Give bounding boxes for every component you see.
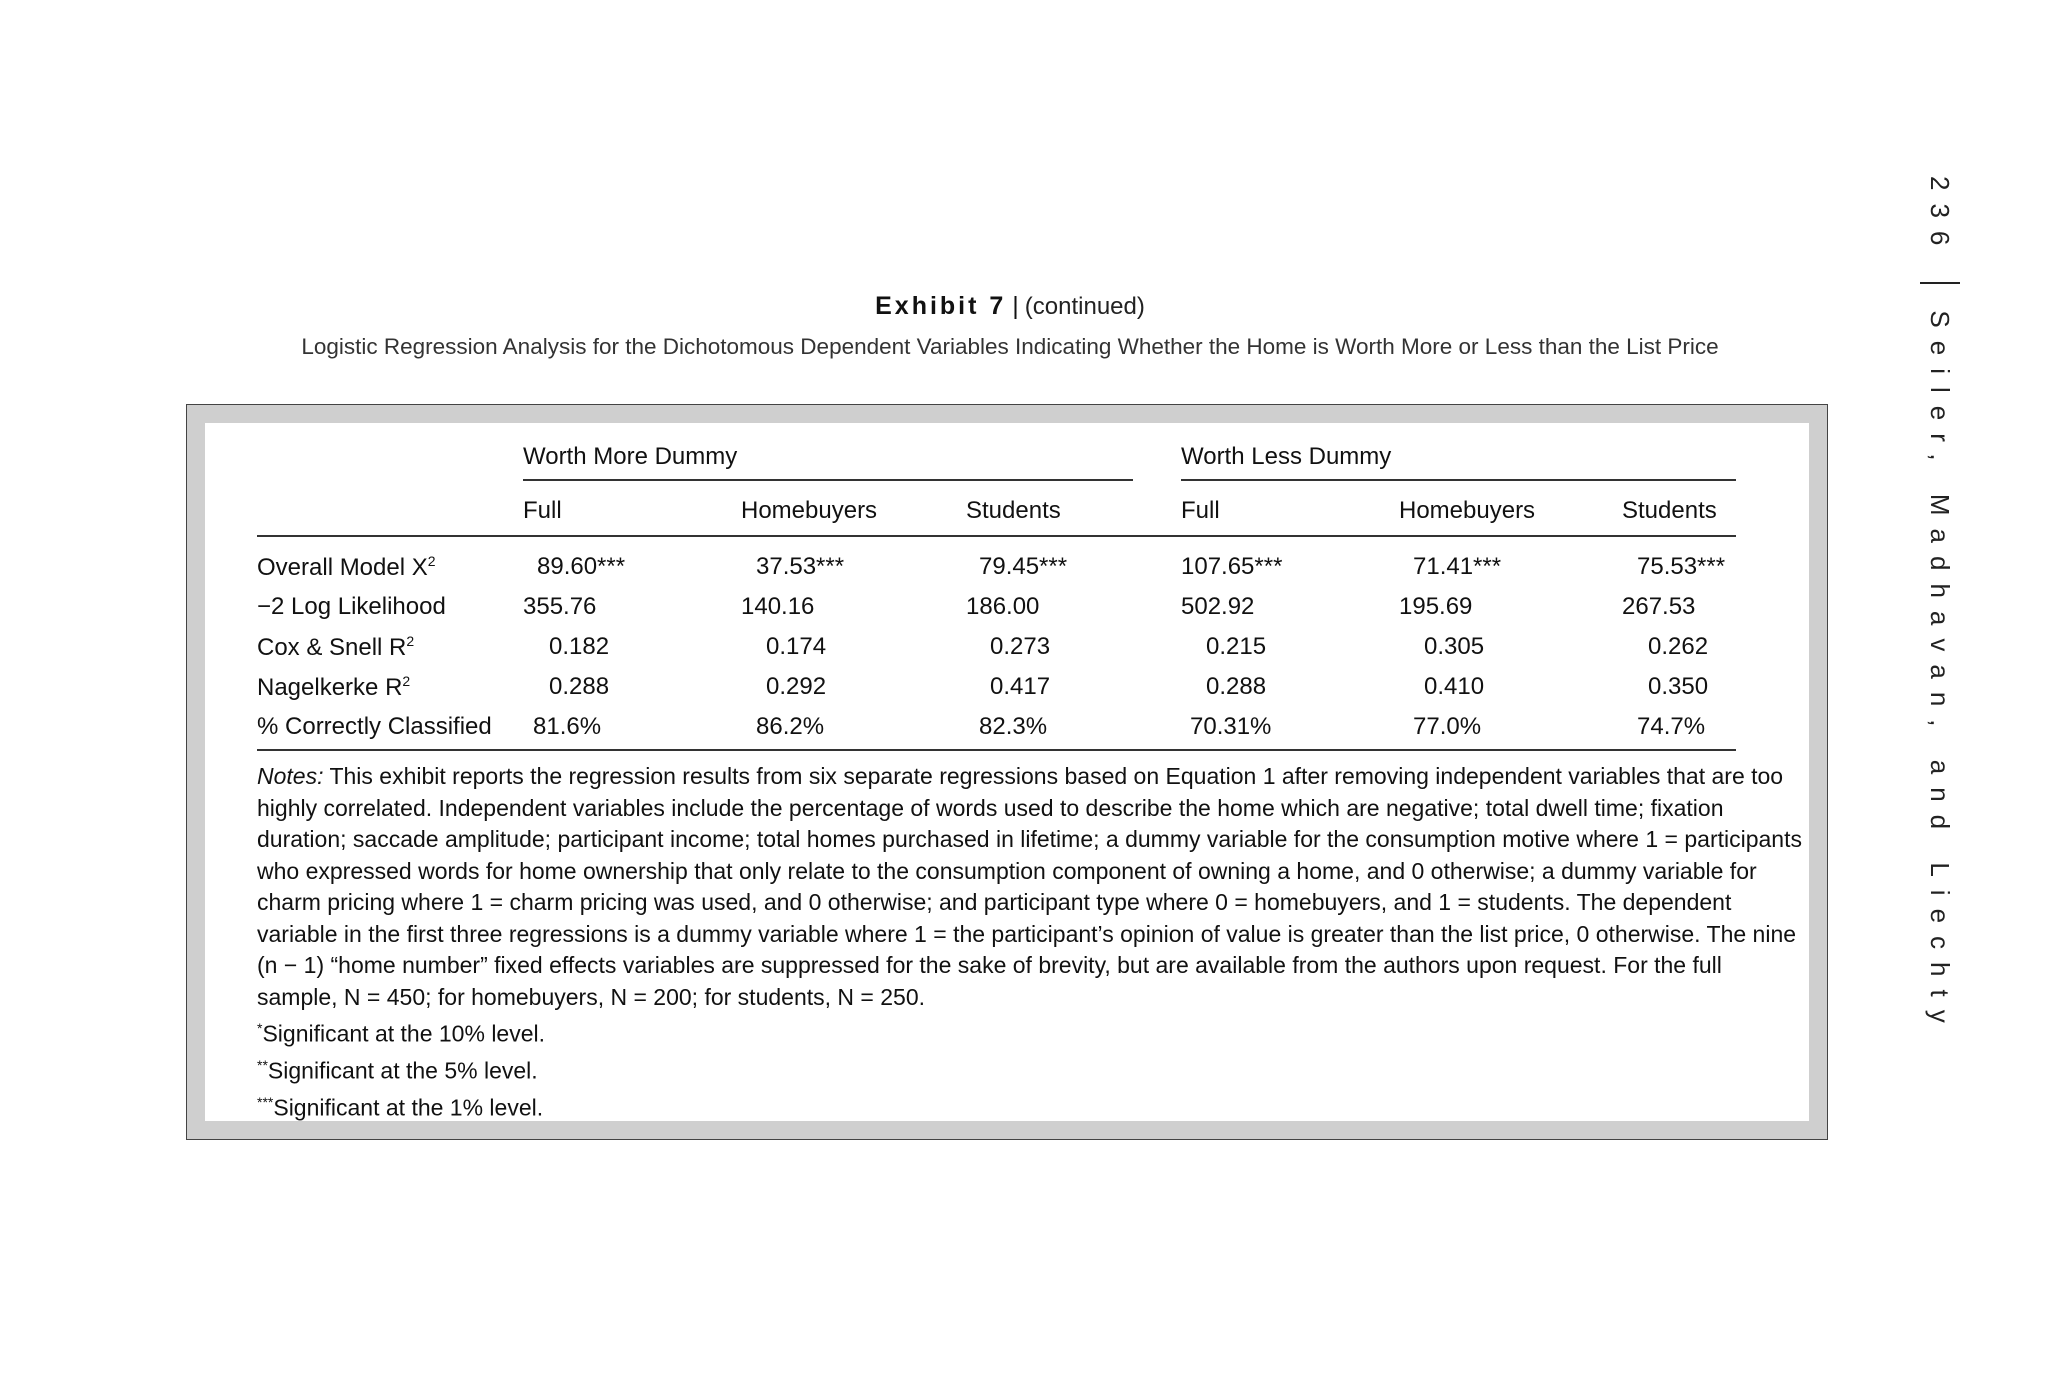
table-cell: 0.417: [990, 673, 1051, 700]
title-separator: |: [1012, 292, 1019, 320]
table-cell: 0.174: [766, 633, 827, 660]
table-notes: [257, 761, 1805, 1124]
row-label: Cox & Snell $R^2$: [257, 633, 415, 661]
running-header: [1900, 176, 1960, 1036]
notes-label: Notes:: [257, 763, 324, 789]
table-cell: 0.350: [1648, 673, 1709, 700]
table-cell: 0.273: [990, 633, 1051, 660]
table-cell: 74.7%: [1637, 713, 1706, 740]
group-header-worth-more: Worth More Dummy: [523, 443, 738, 470]
table-cell: 502.92: [1181, 593, 1255, 620]
table-cell: 0.288: [549, 673, 610, 700]
table-cell: 79.45***: [979, 553, 1068, 580]
group-rule-worth-less: [1181, 479, 1736, 481]
table-cell: 186.00: [966, 593, 1040, 620]
table-cell: 195.69: [1399, 593, 1473, 620]
author-names: Seiler, Madhavan, and Liechty: [1925, 310, 1956, 1036]
group-rule-worth-more: [523, 479, 1133, 481]
exhibit-table: [205, 423, 1809, 1121]
continued-label: (continued): [1024, 293, 1145, 320]
table-cell: 81.6%: [533, 713, 602, 740]
significance-note: ***Significant at the 1% level.: [257, 1094, 544, 1121]
table-cell: 0.182: [549, 633, 610, 660]
table-cell: 0.305: [1424, 633, 1485, 660]
table-cell: 267.53: [1622, 593, 1696, 620]
table-cell: 37.53***: [756, 553, 845, 580]
header-divider: [1920, 282, 1960, 284]
table-cell: 77.0%: [1413, 713, 1482, 740]
page-number: 236: [1925, 176, 1956, 259]
exhibit-subtitle: Logistic Regression Analysis for the Dichotomous Dependent Variables Indicating Whether the Home is Worth More or Less than the List Price: [301, 334, 1719, 359]
column-header-students: Students: [1622, 497, 1717, 524]
table-cell: 0.410: [1424, 673, 1485, 700]
column-header-students: Students: [966, 497, 1061, 524]
row-label: Nagelkerke $R^2$: [257, 673, 411, 701]
table-cell: 0.292: [766, 673, 827, 700]
table-cell: 89.60***: [537, 553, 626, 580]
group-header-worth-less: Worth Less Dummy: [1181, 443, 1392, 470]
table-cell: 355.76: [523, 593, 597, 620]
significance-note: **Significant at the 5% level.: [257, 1057, 538, 1084]
bottom-rule: [257, 749, 1736, 751]
row-label: −2 Log Likelihood: [257, 593, 446, 620]
table-cell: 140.16: [741, 593, 815, 620]
significance-note: *Significant at the 10% level.: [257, 1020, 546, 1047]
table-cell: 75.53***: [1637, 553, 1726, 580]
row-label: % Correctly Classified: [257, 713, 492, 740]
column-header-homebuyers: Homebuyers: [1399, 497, 1536, 524]
column-header-full: Full: [1181, 497, 1220, 524]
row-label: Overall Model $X^2$: [257, 553, 436, 581]
header-rule: [257, 535, 1736, 537]
table-cell: 82.3%: [979, 713, 1048, 740]
table-cell: 0.262: [1648, 633, 1709, 660]
exhibit-title: [0, 292, 2020, 321]
column-header-full: Full: [523, 497, 562, 524]
exhibit-frame: [186, 404, 1828, 1140]
table-cell: 107.65***: [1181, 553, 1283, 580]
exhibit-label: Exhibit 7: [875, 292, 1007, 320]
table-cell: 86.2%: [756, 713, 825, 740]
table-cell: 70.31%: [1190, 713, 1272, 740]
table-cell: 0.288: [1206, 673, 1267, 700]
notes-text: This exhibit reports the regression results from six separate regressions based on Equation 1 after removing independent variables that are too highly correlated. Independent variables include the percentage of words used to describe the home which are negative; total dwell time; fixation duration; saccade amplitude; participant income; total homes purchased in lifetime; a dummy variable for the consumption motive where 1 = participants who expressed words for home ownership that only relate to the consumption component of owning a home, and 0 otherwise; a dummy variable for charm pricing where 1 = charm pricing was used, and 0 otherwise; and participant type where 0 = homebuyers, and 1 = students. The dependent variable in the first three regressions is a dummy variable where 1 = the participant’s opinion of value is greater than the list price, 0 otherwise. The nine (n − 1) “home number” fixed effects variables are suppressed for the sake of brevity, but are available from the authors upon request. For the full sample, N = 450; for homebuyers, N = 200; for students, N = 250.: [257, 763, 1802, 1010]
table-cell: 0.215: [1206, 633, 1267, 660]
table-cell: 71.41***: [1413, 553, 1502, 580]
column-header-homebuyers: Homebuyers: [741, 497, 878, 524]
